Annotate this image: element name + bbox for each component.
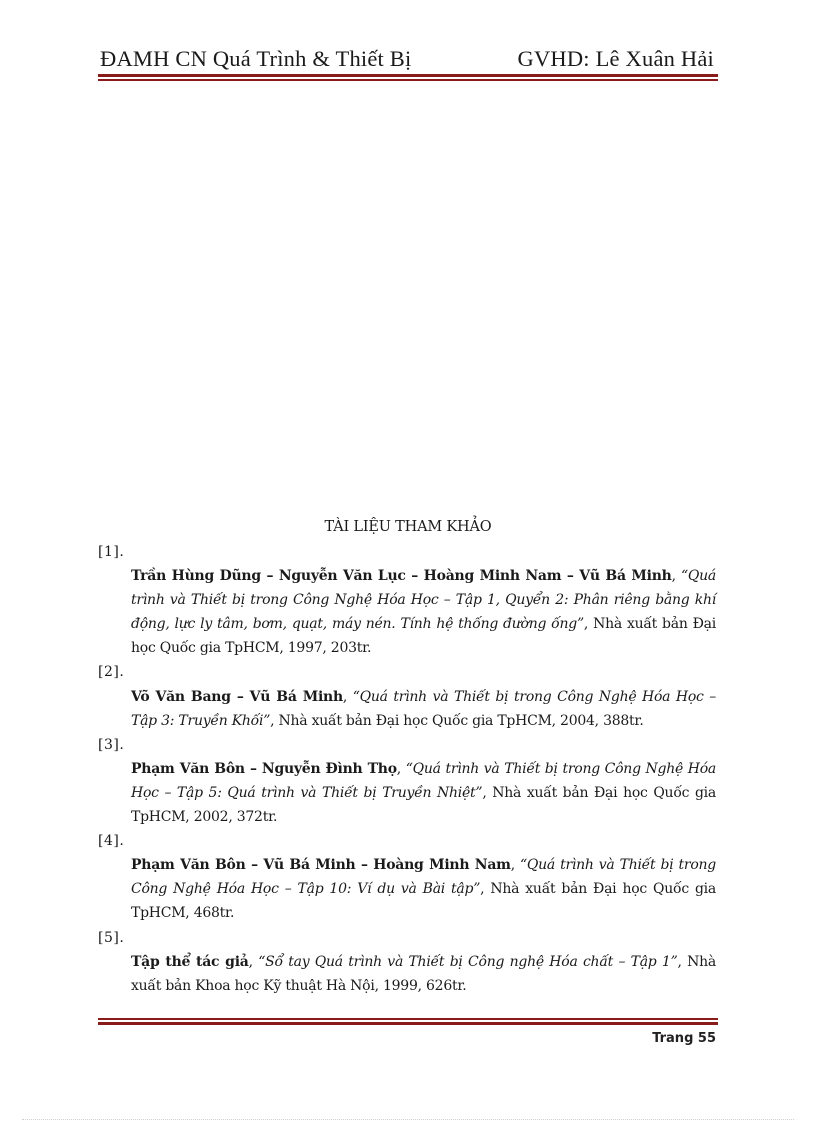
reference-publisher: , Nhà xuất bản Đại học Quốc gia TpHCM, 2004, 388tr. xyxy=(270,712,644,729)
reference-publisher: , Nhà xuất bản Đại học Quốc gia TpHCM, 468tr. xyxy=(131,881,716,922)
reference-title: “Quá trình và Thiết bị trong Công Nghệ Hóa Học – Tập 10: Ví dụ và Bài tập” xyxy=(131,857,717,898)
course-title: ĐAMH CN Quá Trình & Thiết Bị xyxy=(100,46,412,71)
reference-title: “Quá trình và Thiết bị trong Công Nghệ Hóa Học – Tập 5: Quá trình và Thiết bị Truyền Nhiệt” xyxy=(131,760,716,801)
reference-item xyxy=(98,660,716,732)
reference-publisher: , Nhà xuất bản Khoa học Kỹ thuật Hà Nội, 1999, 626tr. xyxy=(131,953,716,994)
reference-text: Tập thể tác giả, “Sổ tay Quá trình và Thiết bị Công nghệ Hóa chất – Tập 1”, Nhà xuất bản Khoa học Kỹ thuật Hà Nội, 1999, 626tr. xyxy=(131,953,716,994)
reference-title: “Quá trình và Thiết bị trong Công Nghệ Hóa Học – Tập 3: Truyền Khối” xyxy=(131,688,717,729)
reference-authors: Trần Hùng Dũng – Nguyễn Văn Lục – Hoàng Minh Nam – Vũ Bá Minh xyxy=(131,568,672,585)
reference-text: Võ Văn Bang – Vũ Bá Minh, “Quá trình và Thiết bị trong Công Nghệ Hóa Học – Tập 3: Truyền Khối”, Nhà xuất bản Đại học Quốc gia TpHCM, 2004, 388tr. xyxy=(131,688,717,729)
reference-authors: Phạm Văn Bôn – Nguyễn Đình Thọ xyxy=(131,760,397,777)
reference-number: [3]. xyxy=(98,736,125,753)
page-bottom-edge xyxy=(22,1119,794,1120)
page-number: Trang 55 xyxy=(652,1031,716,1046)
advisor-name: GVHD: Lê Xuân Hải xyxy=(517,46,714,71)
reference-text: Phạm Văn Bôn – Vũ Bá Minh – Hoàng Minh Nam, “Quá trình và Thiết bị trong Công Nghệ Hóa Học – Tập 10: Ví dụ và Bài tập”, Nhà xuất bản Đại học Quốc gia TpHCM, 468tr. xyxy=(131,857,717,922)
reference-item xyxy=(98,540,716,660)
page-header xyxy=(100,46,716,76)
reference-number: [5]. xyxy=(98,929,125,946)
reference-authors: Tập thể tác giả xyxy=(131,953,249,970)
reference-title: “Sổ tay Quá trình và Thiết bị Công nghệ Hóa chất – Tập 1” xyxy=(258,953,678,970)
reference-publisher: , Nhà xuất bản Đại học Quốc gia TpHCM, 1997, 203tr. xyxy=(131,616,716,657)
header-divider xyxy=(98,74,718,81)
reference-item xyxy=(98,733,716,829)
references-list xyxy=(98,540,716,998)
reference-item xyxy=(98,926,716,998)
reference-number: [1]. xyxy=(98,544,125,560)
reference-text: Phạm Văn Bôn – Nguyễn Đình Thọ, “Quá trình và Thiết bị trong Công Nghệ Hóa Học – Tập 5: Quá trình và Thiết bị Truyền Nhiệt”, Nhà xuất bản Đại học Quốc gia TpHCM, 2002, 372tr. xyxy=(131,760,716,826)
references-heading: TÀI LIỆU THAM KHẢO xyxy=(324,519,492,535)
reference-number: [2]. xyxy=(98,664,125,681)
reference-publisher: , Nhà xuất bản Đại học Quốc gia TpHCM, 2002, 372tr. xyxy=(131,784,716,826)
footer-divider xyxy=(98,1018,718,1025)
reference-item xyxy=(98,829,716,925)
reference-text: Trần Hùng Dũng – Nguyễn Văn Lục – Hoàng Minh Nam – Vũ Bá Minh, “Quá trình và Thiết bị trong Công Nghệ Hóa Học – Tập 1, Quyển 2: Phân riêng bằng khí động, lực ly tâm, bơm, quạt, máy nén. Tính hệ thống đường ống”, Nhà xuất bản Đại học Quốc gia TpHCM, 1997, 203tr. xyxy=(131,568,716,657)
reference-title: “Quá trình và Thiết bị trong Công Nghệ Hóa Học – Tập 1, Quyển 2: Phân riêng bằng khí động, lực ly tâm, bơm, quạt, máy nén. Tính hệ thống đường ống” xyxy=(131,568,716,633)
reference-authors: Phạm Văn Bôn – Vũ Bá Minh – Hoàng Minh Nam xyxy=(131,857,511,874)
reference-authors: Võ Văn Bang – Vũ Bá Minh xyxy=(131,688,343,705)
reference-number: [4]. xyxy=(98,833,125,850)
